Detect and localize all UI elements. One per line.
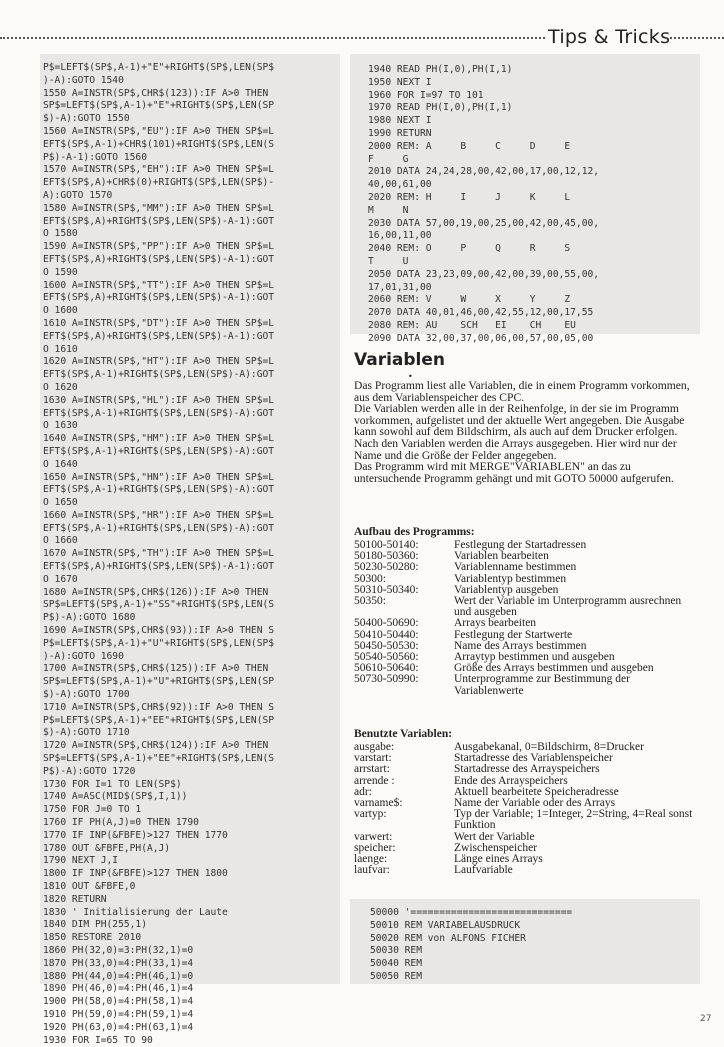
code-line: O 1600: [43, 305, 78, 317]
code-line: 1850 RESTORE 2010: [43, 932, 142, 944]
code-line: O 1610: [43, 343, 78, 355]
code-line: )-A):GOTO 1540: [43, 74, 124, 86]
code-line: 2070 DATA 40,01,46,00,42,55,12,00,17,55: [368, 307, 594, 319]
code-line: 2030 DATA 57,00,19,00,25,00,42,00,45,00,: [368, 217, 600, 229]
code-line: SP$=LEFT$(SP$,A-1)+"EE"+RIGHT$(SP$,LEN(S: [43, 753, 275, 765]
row-value: Arraytyp bestimmen und ausgeben: [454, 651, 615, 664]
code-line: 1870 PH(33,0)=4:PH(33,1)=4: [43, 957, 194, 969]
code-line: 1550 A=INSTR(SP$,CHR$(123)):IF A>0 THEN: [43, 87, 269, 99]
code-line: 17,01,31,00: [368, 281, 432, 293]
row-key: 50310-50340:: [354, 583, 419, 596]
table-row: [354, 865, 698, 876]
right-column: [350, 54, 700, 984]
code-line: 1610 A=INSTR(SP$,"DT"):IF A>0 THEN SP$=L: [43, 317, 275, 329]
table-row: [354, 854, 698, 865]
code-lines: [370, 907, 572, 984]
code-line: P$=LEFT$(SP$,A-1)+"U"+RIGHT$(SP$,LEN(SP$: [43, 637, 275, 649]
code-line: 2050 DATA 23,23,09,00,42,00,39,00,55,00,: [368, 268, 600, 280]
code-line: EFT$(SP$,A)+RIGHT$(SP$,LEN(SP$)-A-1):GOT: [43, 215, 275, 227]
code-line: 1730 FOR I=1 TO LEN(SP$): [43, 778, 182, 790]
code-line: SP$=LEFT$(SP$,A-1)+"SS"+RIGHT$(SP$,LEN(S: [43, 599, 275, 611]
code-line: P$=LEFT$(SP$,A-1)+"E"+RIGHT$(SP$,LEN(SP$: [43, 62, 275, 73]
row-key: varname$:: [354, 797, 403, 810]
code-line: O 1660: [43, 535, 78, 547]
code-line: 1620 A=INSTR(SP$,"HT"):IF A>0 THEN SP$=L: [43, 356, 275, 368]
code-line: 1940 READ PH(I,0),PH(I,1): [368, 64, 513, 75]
code-line: 2020 REM: H I J K L: [368, 191, 571, 203]
code-line: 16,00,11,00: [368, 230, 432, 242]
row-value: Variablen bearbeiten: [454, 550, 549, 563]
row-value: Arrays bearbeiten: [454, 617, 537, 630]
code-line: T U: [368, 255, 409, 267]
code-line: 1830 ' Initialisierung der Laute: [43, 906, 228, 918]
row-value: Startadresse des Variablenspeicher: [454, 752, 613, 765]
row-value: Typ der Variable; 1=Integer, 2=String, 4=Real sonst Funktion: [454, 808, 693, 832]
row-value: Name der Variable oder des Arrays: [454, 797, 616, 810]
code-line: F G: [368, 153, 409, 165]
code-line: EFT$(SP$,A)+RIGHT$(SP$,LEN(SP$)-A-1):GOT: [43, 561, 275, 573]
code-lines: [368, 64, 599, 346]
row-key: ausgabe:: [354, 741, 395, 753]
row-key: laenge:: [354, 853, 388, 866]
code-line: 1980 NEXT I: [368, 115, 432, 127]
row-key: 50610-50640:: [354, 662, 419, 675]
row-key: vartyp:: [354, 808, 387, 821]
row-value: Variablenname bestimmen: [454, 561, 577, 574]
row-key: laufvar:: [354, 864, 390, 877]
row-value: Ende des Arrayspeichers: [454, 774, 568, 787]
code-line: 1680 A=INSTR(SP$,CHR$(126)):IF A>0 THEN: [43, 586, 269, 598]
code-line: O 1580: [43, 228, 78, 240]
code-line: EFT$(SP$,A-1)+RIGHT$(SP$,LEN(SP$)-A):GOT: [43, 484, 275, 496]
code-line: 1990 RETURN: [368, 127, 432, 139]
row-value: Laufvariable: [454, 864, 513, 877]
title-dot: •: [408, 372, 413, 381]
code-line: 50010 REM VARIABELAUSDRUCK: [370, 919, 521, 931]
code-line: M N: [368, 204, 409, 216]
code-line: 1900 PH(58,0)=4:PH(58,1)=4: [43, 996, 194, 1008]
code-line: 1920 PH(63,0)=4:PH(63,1)=4: [43, 1021, 194, 1033]
code-lines: [43, 62, 274, 1047]
code-line: 2090 DATA 32,00,37,00,06,00,57,00,05,00: [368, 332, 594, 344]
row-key: 50300:: [354, 572, 386, 585]
row-key: 50350:: [354, 595, 386, 608]
code-line: 1950 NEXT I: [368, 76, 432, 88]
row-value: Länge eines Arrays: [454, 853, 543, 866]
header-rule-right: [665, 37, 724, 39]
row-key: 50730-50990:: [354, 673, 419, 686]
code-line: 1780 OUT &FBFE,PH(A,J): [43, 842, 171, 854]
code-line: 1600 A=INSTR(SP$,"TT"):IF A>0 THEN SP$=L: [43, 279, 275, 291]
code-line: 1710 A=INSTR(SP$,CHR$(92)):IF A>0 THEN S: [43, 701, 275, 713]
section-header-title: Tips & Tricks: [548, 26, 671, 48]
code-line: 1740 A=ASC(MID$(SP$,I,1)): [43, 791, 188, 803]
row-key: 50540-50560:: [354, 651, 419, 664]
intro-paragraph: Das Programm wird mit MERGE"VARIABLEN" an das zu untersuchende Programm gehängt und mit GOTO 50000 aufgerufen.: [354, 460, 674, 485]
row-key: adr:: [354, 785, 372, 798]
row-value: Zwischenspeicher: [454, 841, 538, 854]
table-row: [354, 674, 698, 696]
code-line: 2040 REM: O P Q R S: [368, 243, 571, 255]
code-line: 40,00,61,00: [368, 179, 432, 191]
code-line: 1790 NEXT J,I: [43, 855, 119, 867]
code-line: EFT$(SP$,A)+RIGHT$(SP$,LEN(SP$)-A-1):GOT: [43, 330, 275, 342]
aufbau-table: [354, 540, 698, 697]
code-line: 2000 REM: A B C D E: [368, 140, 571, 152]
code-line: O 1630: [43, 420, 78, 432]
code-line: EFT$(SP$,A-1)+RIGHT$(SP$,LEN(SP$)-A):GOT: [43, 522, 275, 534]
code-line: 1770 IF INP(&FBFE)>127 THEN 1770: [43, 829, 228, 841]
code-line: 1760 IF PH(A,J)=0 THEN 1790: [43, 817, 199, 829]
aufbau-heading: Aufbau des Programms:: [354, 526, 475, 538]
code-line: 1750 FOR J=0 TO 1: [43, 804, 142, 816]
code-line: O 1670: [43, 573, 78, 585]
row-key: arrstart:: [354, 763, 390, 776]
row-key: 50180-50360:: [354, 550, 419, 563]
page-number: 27: [700, 1014, 712, 1024]
code-line: O 1640: [43, 458, 78, 470]
code-line: EFT$(SP$,A-1)+CHR$(101)+RIGHT$(SP$,LEN(S: [43, 138, 275, 150]
row-key: varstart:: [354, 752, 392, 765]
bottom-code-listing: [350, 899, 700, 984]
code-line: O 1590: [43, 266, 78, 278]
code-line: 1630 A=INSTR(SP$,"HL"):IF A>0 THEN SP$=L: [43, 394, 275, 406]
code-line: 1860 PH(32,0)=3:PH(32,1)=0: [43, 944, 194, 956]
code-line: 1960 FOR I=97 TO 101: [368, 89, 484, 101]
intro-paragraph: Die Variablen werden alle in der Reihenfolge, in der sie im Programm vorkommen, aufgelistet und der aktuelle Wert angegeben. Die Ausgabe kann sowohl auf dem Bildschirm, als auch auf dem Drucker erfolgen.: [354, 402, 685, 439]
row-value: Größe des Arrays bestimmen und ausgeben: [454, 662, 654, 675]
code-line: 50000 '============================: [370, 907, 573, 918]
benutzte-heading: Benutzte Variablen:: [354, 728, 453, 740]
code-line: 1890 PH(46,0)=4:PH(46,1)=4: [43, 983, 194, 995]
code-line: SP$=LEFT$(SP$,A-1)+"E"+RIGHT$(SP$,LEN(SP: [43, 100, 275, 112]
code-line: 1690 A=INSTR(SP$,CHR$(93)):IF A>0 THEN S: [43, 625, 275, 637]
code-line: )-A):GOTO 1690: [43, 650, 124, 662]
table-row: [354, 596, 698, 618]
row-key: varwert:: [354, 830, 393, 843]
code-line: 1910 PH(59,0)=4:PH(59,1)=4: [43, 1008, 194, 1020]
row-value: Festlegung der Startadressen: [454, 539, 587, 551]
code-line: 1560 A=INSTR(SP$,"EU"):IF A>0 THEN SP$=L: [43, 125, 275, 137]
left-code-listing: [40, 54, 340, 1046]
code-line: 1590 A=INSTR(SP$,"PP"):IF A>0 THEN SP$=L: [43, 241, 275, 253]
table-row: [354, 809, 698, 831]
code-line: 1840 DIM PH(255,1): [43, 919, 147, 931]
code-line: 1660 A=INSTR(SP$,"HR"):IF A>0 THEN SP$=L: [43, 509, 275, 521]
code-line: $)-A):GOTO 1700: [43, 689, 130, 701]
code-line: 1880 PH(44,0)=4:PH(46,1)=0: [43, 970, 194, 982]
code-line: 1930 FOR I=65 TO 90: [43, 1034, 153, 1046]
row-value: Startadresse des Arrayspeichers: [454, 763, 600, 776]
code-line: 50040 REM: [370, 958, 422, 970]
code-line: 1720 A=INSTR(SP$,CHR$(124)):IF A>0 THEN: [43, 740, 269, 752]
code-line: EFT$(SP$,A-1)+RIGHT$(SP$,LEN(SP$)-A):GOT: [43, 407, 275, 419]
code-line: $)-A):GOTO 1710: [43, 727, 130, 739]
row-value: Wert der Variable im Unterprogramm ausrechnen und ausgeben: [454, 595, 682, 619]
code-line: 2080 REM: AU SCH EI CH EU: [368, 319, 576, 331]
code-line: O 1650: [43, 497, 78, 509]
code-line: A):GOTO 1570: [43, 189, 113, 201]
code-line: 1970 READ PH(I,0),PH(I,1): [368, 102, 513, 114]
code-line: 1700 A=INSTR(SP$,CHR$(125)):IF A>0 THEN: [43, 663, 269, 675]
row-value: Ausgabekanal, 0=Bildschirm, 8=Drucker: [454, 741, 644, 753]
table-row: [354, 764, 698, 775]
code-line: $)-A):GOTO 1550: [43, 113, 130, 125]
code-line: O 1620: [43, 381, 78, 393]
code-line: 1670 A=INSTR(SP$,"TH"):IF A>0 THEN SP$=L: [43, 548, 275, 560]
code-line: 1570 A=INSTR(SP$,"EH"):IF A>0 THEN SP$=L: [43, 164, 275, 176]
row-value: Aktuell bearbeitete Speicheradresse: [454, 785, 619, 798]
code-line: 1820 RETURN: [43, 893, 107, 905]
code-line: 50050 REM: [370, 970, 422, 982]
variables-table: [354, 742, 698, 876]
code-line: EFT$(SP$,A)+RIGHT$(SP$,LEN(SP$)-A-1):GOT: [43, 253, 275, 265]
code-line: P$)-A):GOTO 1720: [43, 765, 136, 777]
code-line: 1800 IF INP(&FBFE)>127 THEN 1800: [43, 868, 228, 880]
row-value: Festlegung der Startwerte: [454, 628, 573, 641]
code-line: 1640 A=INSTR(SP$,"HM"):IF A>0 THEN SP$=L: [43, 433, 275, 445]
code-line: EFT$(SP$,A)+RIGHT$(SP$,LEN(SP$)-A-1):GOT: [43, 292, 275, 304]
code-line: EFT$(SP$,A-1)+RIGHT$(SP$,LEN(SP$)-A):GOT: [43, 445, 275, 457]
code-line: P$)-A-1):GOTO 1560: [43, 151, 147, 163]
row-key: 50400-50690:: [354, 617, 419, 630]
code-line: 1650 A=INSTR(SP$,"HN"):IF A>0 THEN SP$=L: [43, 471, 275, 483]
code-line: P$)-A):GOTO 1680: [43, 612, 136, 624]
article-title: Variablen: [354, 350, 446, 370]
right-code-listing: [350, 54, 700, 344]
code-line: 1810 OUT &FBFE,0: [43, 881, 136, 892]
row-key: speicher:: [354, 841, 396, 854]
row-key: arrende :: [354, 774, 395, 787]
table-row: [354, 562, 698, 573]
code-line: EFT$(SP$,A)+CHR$(0)+RIGHT$(SP$,LEN(SP$)-: [43, 177, 275, 189]
row-key: 50410-50440:: [354, 628, 419, 641]
code-line: 50020 REM von ALFONS FICHER: [370, 932, 526, 944]
row-value: Name des Arrays bestimmen: [454, 639, 587, 652]
code-line: P$=LEFT$(SP$,A-1)+"EE"+RIGHT$(SP$,LEN(SP: [43, 714, 275, 726]
row-value: Unterprogramme zur Bestimmung der Variablenwerte: [454, 673, 630, 697]
row-key: 50230-50280:: [354, 561, 419, 574]
row-key: 50100-50140:: [354, 539, 419, 551]
article-intro: [354, 380, 696, 484]
code-line: 50030 REM: [370, 945, 422, 957]
code-line: 2060 REM: V W X Y Z: [368, 294, 571, 306]
row-value: Wert der Variable: [454, 830, 535, 843]
row-key: 50450-50530:: [354, 639, 419, 652]
header-rule: [0, 37, 545, 39]
code-line: 1580 A=INSTR(SP$,"MM"):IF A>0 THEN SP$=L: [43, 202, 275, 214]
code-line: SP$=LEFT$(SP$,A-1)+"U"+RIGHT$(SP$,LEN(SP: [43, 676, 275, 688]
row-value: Variablentyp bestimmen: [454, 572, 567, 585]
table-row: [354, 618, 698, 629]
code-line: EFT$(SP$,A-1)+RIGHT$(SP$,LEN(SP$)-A):GOT: [43, 369, 275, 381]
row-value: Variablentyp ausgeben: [454, 583, 559, 596]
intro-paragraph: Nach den Variablen werden die Arrays ausgegeben. Hier wird nur der Name und die Größe der Felder angegeben.: [354, 436, 677, 462]
intro-paragraph: Das Programm liest alle Variablen, die in einem Programm vorkommen, aus dem Variablenspeicher des CPC.: [354, 379, 690, 404]
code-line: 2010 DATA 24,24,28,00,42,00,17,00,12,12,: [368, 166, 600, 178]
